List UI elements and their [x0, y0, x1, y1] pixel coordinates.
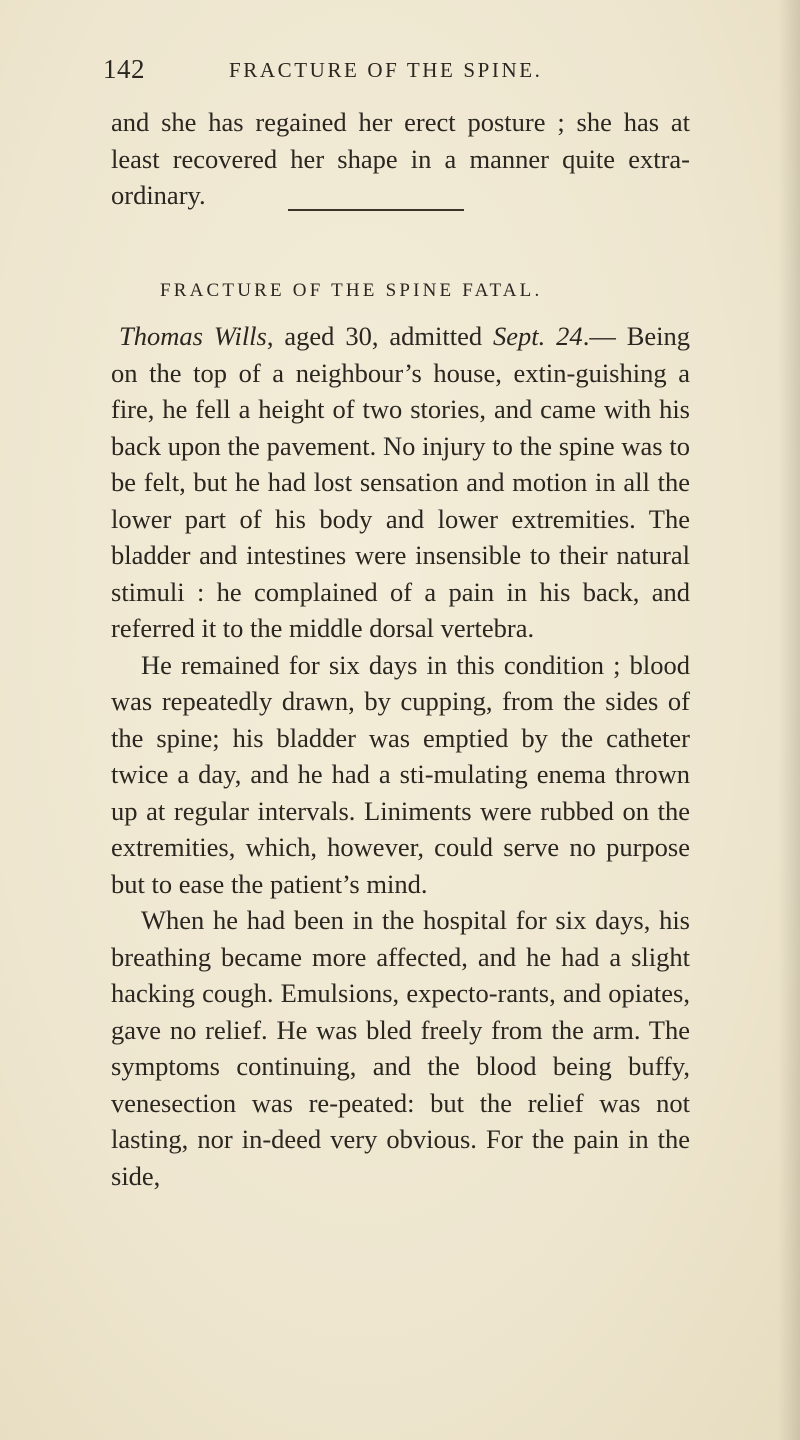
- page-header: [103, 54, 703, 94]
- page-number: 142: [103, 54, 145, 84]
- case-report: [111, 318, 690, 1194]
- page-edge-shadow: [778, 0, 800, 1440]
- case-paragraph-3: When he had been in the hospital for six days, his breathing became more affected, and he had a slight hacking cough. Emulsions, expecto-rants, and opiates, gave no relief. He was bled freely from the arm. The symptoms continuing, and the blood being buffy, venesection was re-peated: but the relief was not lasting, nor in-deed very obvious. For the pain in the side,: [111, 905, 690, 1191]
- section-title: FRACTURE OF THE SPINE FATAL.: [160, 280, 543, 301]
- section-divider: [288, 209, 464, 211]
- case-paragraph-2: He remained for six days in this condition ; blood was repeatedly drawn, by cupping, from the sides of the spine; his bladder was emptied by the catheter twice a day, and he had a sti-mulating enema thrown up at regular intervals. Liniments were rubbed on the extremities, which, however, could serve no purpose but to ease the patient’s mind.: [111, 649, 690, 899]
- intro-paragraph: and she has regained her erect posture ; she has at least recovered her shape in a manner quite extra-ordinary.: [111, 107, 690, 210]
- case-paragraph-1-text: .— Being on the top of a neighbour’s house, extin-guishing a fire, he fell a height of two stories, and came with his back upon the pavement. No injury to the spine was to be felt, but he had lost sensation and motion in all the lower part of his body and lower extremities. The bladder and intestines were insensible to their natural stimuli : he complained of a pain in his back, and referred it to the middle dorsal vertebra.: [111, 321, 691, 643]
- running-title: FRACTURE OF THE SPINE.: [229, 58, 543, 82]
- patient-age: , aged 30, admitted: [266, 321, 494, 351]
- case-paragraph-1: [111, 318, 690, 647]
- patient-name: Thomas Wills: [119, 321, 267, 351]
- admission-date: Sept. 24: [493, 321, 583, 351]
